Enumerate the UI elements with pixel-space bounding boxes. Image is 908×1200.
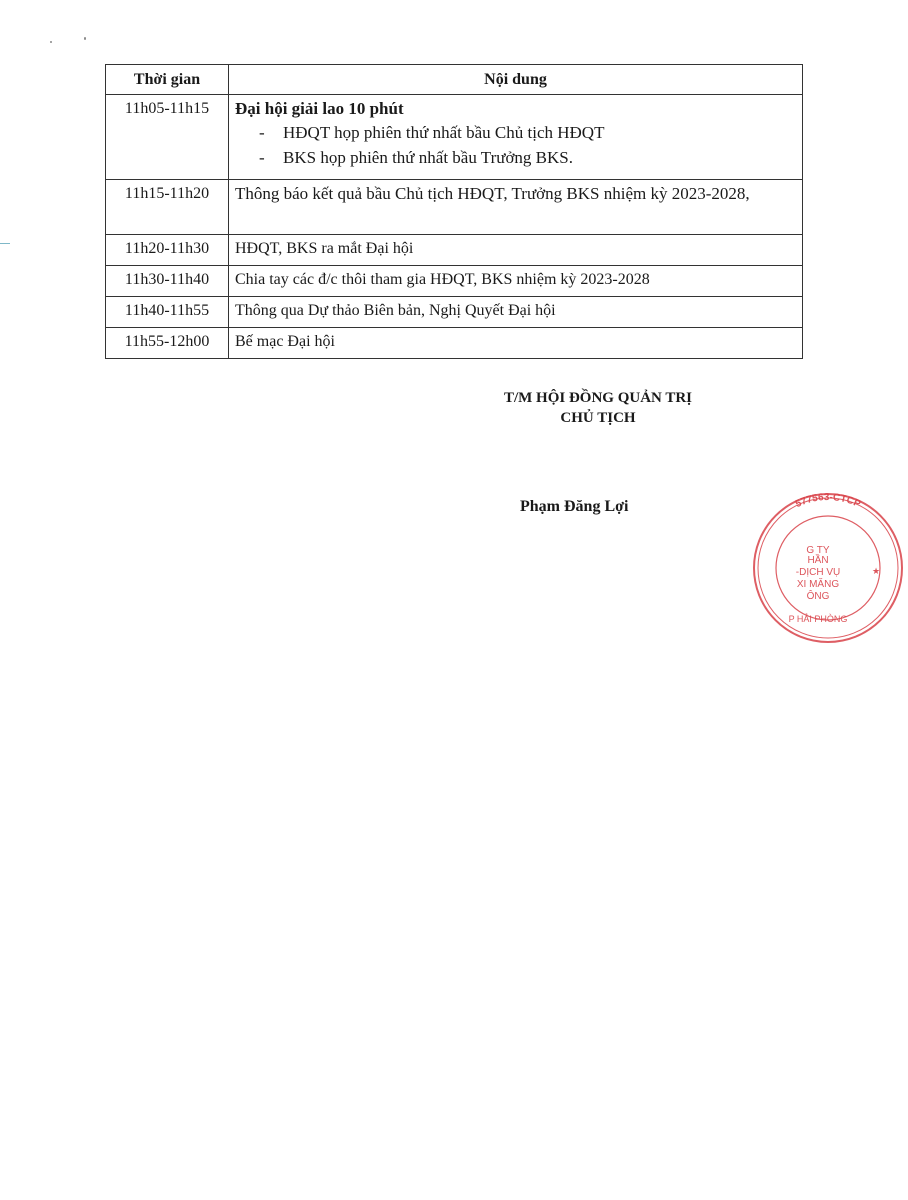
row-content	[229, 95, 803, 180]
row-time: 11h30-11h40	[106, 266, 229, 297]
list-item	[257, 123, 794, 143]
table-row	[106, 180, 803, 235]
row-time: 11h15-11h20	[106, 180, 229, 235]
header-time: Thời gian	[106, 65, 229, 95]
seal-graphic	[748, 490, 908, 646]
table-row	[106, 297, 803, 328]
dash-marker: -	[259, 147, 265, 167]
seal-ring-text: 577563-CTCP	[793, 491, 863, 511]
row-content: Bế mạc Đại hội	[229, 328, 803, 359]
signature-block	[468, 389, 728, 428]
row-time: 11h20-11h30	[106, 235, 229, 266]
scan-speck	[50, 41, 52, 43]
on-behalf-title: T/M HỘI ĐỒNG QUẢN TRỊ	[503, 390, 693, 406]
seal-line: ÔNG	[806, 591, 830, 602]
table-header-row	[106, 65, 803, 95]
row-content: HĐQT, BKS ra mắt Đại hội	[229, 235, 803, 266]
row-content: Thông qua Dự thảo Biên bản, Nghị Quyết Đại hội	[229, 297, 803, 328]
list-item	[257, 148, 794, 168]
table-row	[106, 235, 803, 266]
agenda-table	[105, 64, 803, 359]
seal-line: XI MĂNG	[796, 579, 840, 590]
star-icon: ★	[871, 566, 881, 576]
table-row	[106, 95, 803, 180]
signer-role: CHỦ TỊCH	[560, 409, 636, 426]
row-time: 11h05-11h15	[106, 95, 229, 180]
list-item-text: BKS họp phiên thứ nhất bầu Trưởng BKS.	[283, 147, 574, 167]
table-row	[106, 266, 803, 297]
row-content: Thông báo kết quả bầu Chủ tịch HĐQT, Trưởng BKS nhiệm kỳ 2023-2028,	[229, 180, 803, 235]
margin-mark	[0, 243, 10, 244]
dash-marker: -	[259, 123, 265, 143]
seal-line: HẦN	[807, 555, 829, 566]
break-title: Đại hội giải lao 10 phút	[235, 99, 404, 118]
row-content: Chia tay các đ/c thôi tham gia HĐQT, BKS nhiệm kỳ 2023-2028	[229, 266, 803, 297]
company-seal	[748, 490, 881, 646]
scan-speck	[84, 37, 86, 40]
row-time: 11h40-11h55	[106, 297, 229, 328]
seal-line: G TY	[806, 545, 830, 556]
header-content: Nội dung	[229, 65, 803, 95]
signer-name: Phạm Đăng Lợi	[520, 498, 629, 515]
list-item-text: HĐQT họp phiên thứ nhất bầu Chủ tịch HĐQT	[283, 123, 605, 143]
table-row	[106, 328, 803, 359]
svg-text:577563-CTCP	[794, 492, 863, 510]
bullet-list	[235, 123, 794, 168]
seal-line: P HẢI PHÒNG	[788, 614, 848, 624]
seal-line: -DỊCH VỤ	[795, 567, 841, 578]
row-time: 11h55-12h00	[106, 328, 229, 359]
